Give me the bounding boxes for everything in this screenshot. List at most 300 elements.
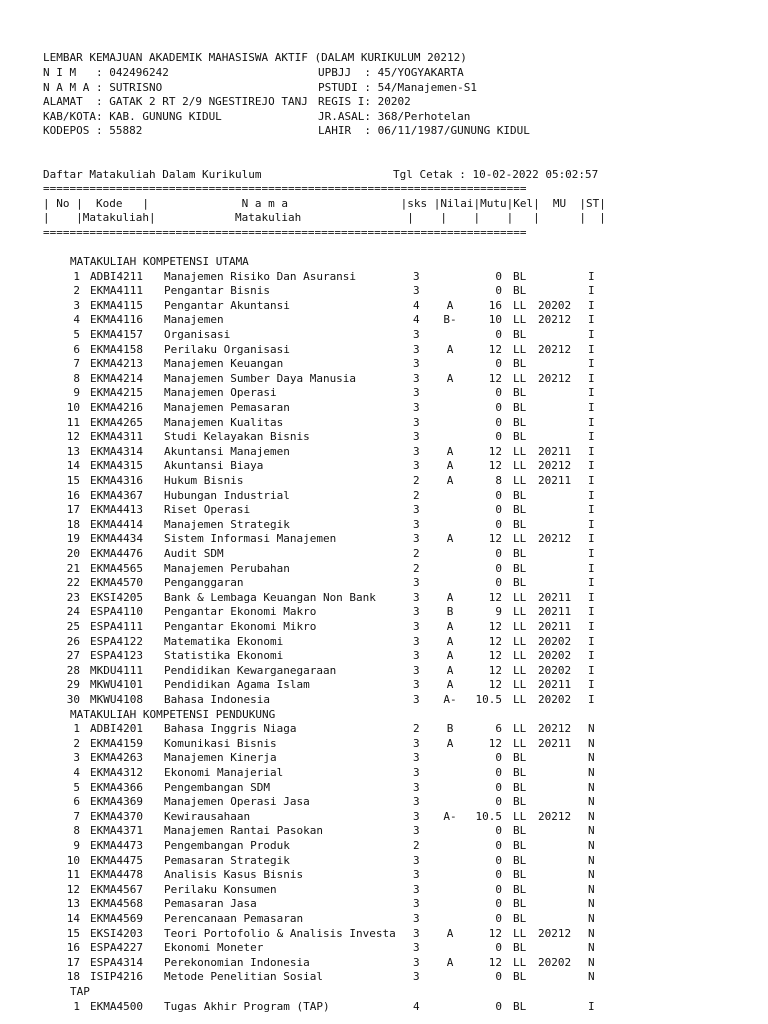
course-number: 3 — [73, 751, 80, 765]
course-name: Statistika Ekonomi — [164, 649, 284, 663]
course-quality: 0 — [495, 970, 502, 984]
course-quality: 0 — [495, 999, 502, 1013]
course-quality: 9 — [495, 605, 502, 619]
course-group: BL — [513, 488, 527, 502]
course-quality: 0 — [495, 547, 502, 560]
course-sks: 3 — [413, 663, 420, 677]
course-code: EKMA4567 — [90, 882, 143, 896]
course-status: I — [588, 590, 595, 604]
course-period: 20202 — [538, 298, 572, 312]
course-number: 13 — [66, 897, 80, 911]
course-quality: 0 — [495, 912, 502, 925]
course-number: 12 — [66, 430, 80, 444]
course-group: LL — [513, 722, 527, 736]
course-grade: A — [446, 926, 454, 940]
course-period: 20212 — [538, 313, 572, 327]
course-quality: 0 — [495, 795, 502, 809]
course-period: 20212 — [538, 532, 572, 546]
course-status: I — [588, 678, 595, 692]
course-grade: A — [446, 736, 454, 750]
course-group: LL — [513, 532, 527, 546]
section-title: TAP — [70, 985, 90, 998]
course-code: EKMA4311 — [90, 430, 143, 444]
course-name: Manajemen Risiko Dan Asuransi — [164, 269, 357, 283]
course-quality: 0 — [495, 415, 502, 429]
course-period: 20212 — [538, 371, 572, 385]
course-group: LL — [513, 459, 527, 473]
course-quality: 12 — [488, 459, 502, 473]
course-period: 20212 — [538, 722, 572, 736]
course-sks: 3 — [413, 634, 420, 648]
course-sks: 4 — [413, 999, 420, 1013]
course-sks: 2 — [413, 488, 420, 502]
print-date: Tgl Cetak : 10-02-2022 05:02:57 — [393, 168, 599, 181]
course-quality: 12 — [488, 371, 502, 385]
course-sks: 3 — [413, 868, 420, 882]
course-group: BL — [513, 561, 527, 575]
course-quality: 0 — [495, 751, 502, 765]
course-status: I — [588, 576, 595, 590]
course-period: 20211 — [538, 605, 572, 619]
course-group: BL — [513, 824, 527, 838]
course-quality: 0 — [495, 766, 502, 779]
course-name: Hubungan Industrial — [164, 488, 290, 502]
course-quality: 0 — [495, 576, 502, 590]
student-upbjj: UPBJJ : 45/YOGYAKARTA — [318, 66, 464, 79]
course-number: 5 — [73, 780, 80, 794]
course-status: N — [588, 839, 595, 852]
course-name: Manajemen Keuangan — [164, 357, 284, 371]
course-grade: A — [446, 532, 454, 546]
course-quality: 12 — [488, 926, 502, 940]
course-quality: 12 — [488, 532, 502, 546]
course-code: EKMA4473 — [90, 839, 143, 852]
course-grade: A — [446, 342, 454, 356]
course-sks: 3 — [413, 809, 420, 823]
course-code: EKMA4316 — [90, 474, 143, 487]
course-number: 1 — [73, 722, 80, 736]
course-group: LL — [513, 620, 527, 633]
course-quality: 0 — [495, 386, 502, 400]
course-group: BL — [513, 780, 527, 794]
table-header-line-1: | No | Kode | N a m a |sks |Nilai|Mutu|Kel| MU |ST| — [43, 197, 606, 210]
course-number: 1 — [73, 269, 80, 283]
course-quality: 12 — [488, 736, 502, 750]
course-quality: 12 — [488, 342, 502, 356]
course-status: N — [588, 970, 595, 984]
course-grade: A — [446, 371, 454, 385]
course-grade: A- — [443, 693, 457, 706]
course-name: Hukum Bisnis — [164, 474, 244, 487]
course-sks: 4 — [413, 313, 420, 327]
course-name: Komunikasi Bisnis — [164, 736, 277, 750]
course-quality: 0 — [495, 824, 502, 838]
course-quality: 0 — [495, 357, 502, 371]
course-sks: 3 — [413, 780, 420, 794]
course-group: LL — [513, 313, 527, 327]
student-origin: JR.ASAL: 368/Perhotelan — [318, 110, 471, 123]
course-name: Perencanaan Pemasaran — [164, 912, 304, 925]
course-quality: 8 — [495, 474, 502, 487]
course-name: Bahasa Indonesia — [164, 693, 270, 706]
course-quality: 0 — [495, 868, 502, 882]
course-code: EKMA4475 — [90, 853, 143, 867]
course-status: N — [588, 722, 595, 736]
course-sks: 3 — [413, 342, 420, 356]
course-name: Matematika Ekonomi — [164, 634, 284, 648]
course-code: EKMA4312 — [90, 766, 143, 779]
course-code: MKWU4101 — [90, 678, 143, 692]
course-group: LL — [513, 634, 527, 648]
course-status: I — [588, 342, 595, 356]
course-quality: 10.5 — [475, 693, 502, 706]
document-title: LEMBAR KEMAJUAN AKADEMIK MAHASISWA AKTIF (DALAM KURIKULUM 20212) — [43, 51, 467, 64]
course-number: 25 — [66, 620, 80, 633]
course-grade: B — [446, 605, 454, 619]
course-code: ESPA4122 — [90, 634, 143, 648]
course-code: EKMA4115 — [90, 298, 143, 312]
course-number: 7 — [73, 809, 80, 823]
course-name: Perilaku Organisasi — [164, 342, 290, 356]
course-group: BL — [513, 547, 527, 560]
course-group: BL — [513, 284, 527, 298]
course-number: 9 — [73, 386, 80, 400]
course-period: 20212 — [538, 926, 572, 940]
course-status: I — [588, 649, 595, 663]
course-code: EKMA4367 — [90, 488, 143, 502]
course-number: 21 — [66, 561, 80, 575]
course-sks: 3 — [413, 605, 420, 619]
course-grade: B- — [443, 313, 457, 327]
course-group: BL — [513, 328, 527, 341]
course-sks: 3 — [413, 284, 420, 298]
course-sks: 3 — [413, 649, 420, 663]
course-name: Pemasaran Jasa — [164, 897, 257, 911]
course-number: 16 — [66, 941, 80, 955]
course-quality: 0 — [495, 780, 502, 794]
course-code: EKMA4216 — [90, 401, 143, 414]
course-code: EKMA4159 — [90, 736, 143, 750]
course-sks: 3 — [413, 751, 420, 765]
course-group: LL — [513, 809, 527, 823]
course-quality: 0 — [495, 941, 502, 955]
course-status: I — [588, 401, 595, 414]
course-name: Audit SDM — [164, 547, 224, 560]
course-number: 29 — [66, 678, 80, 692]
course-group: LL — [513, 955, 527, 969]
course-sks: 3 — [413, 371, 420, 385]
course-group: LL — [513, 590, 527, 604]
course-sks: 3 — [413, 912, 420, 925]
course-name: Pengembangan Produk — [164, 839, 290, 852]
student-address: ALAMAT : GATAK 2 RT 2/9 NGESTIREJO TANJ — [43, 95, 308, 108]
course-name: Manajemen Pemasaran — [164, 401, 290, 414]
course-name: Manajemen Strategik — [164, 517, 290, 531]
course-code: EKMA4371 — [90, 824, 143, 838]
course-group: BL — [513, 357, 527, 371]
course-status: I — [588, 561, 595, 575]
course-status: N — [588, 824, 595, 838]
course-name: Pengantar Akuntansi — [164, 298, 290, 312]
course-number: 26 — [66, 634, 80, 648]
course-code: EKMA4434 — [90, 532, 143, 546]
course-group: BL — [513, 517, 527, 531]
list-title: Daftar Matakuliah Dalam Kurikulum — [43, 168, 262, 181]
course-number: 28 — [66, 663, 80, 677]
course-number: 23 — [66, 590, 80, 604]
course-code: EKMA4314 — [90, 444, 143, 458]
student-name: N A M A : SUTRISNO — [43, 81, 163, 94]
course-quality: 0 — [495, 882, 502, 896]
course-quality: 12 — [488, 663, 502, 677]
course-code: EKMA4476 — [90, 547, 143, 560]
course-grade: A — [446, 678, 454, 692]
course-number: 12 — [66, 882, 80, 896]
course-sks: 3 — [413, 444, 420, 458]
course-name: Manajemen Perubahan — [164, 561, 290, 575]
course-sks: 3 — [413, 459, 420, 473]
course-code: EKMA4366 — [90, 780, 143, 794]
course-code: EKMA4478 — [90, 868, 143, 882]
course-status: N — [588, 868, 595, 882]
course-name: Ekonomi Moneter — [164, 941, 264, 955]
course-name: Analisis Kasus Bisnis — [164, 868, 304, 882]
course-number: 11 — [66, 868, 80, 882]
course-status: I — [588, 474, 595, 487]
course-code: EKMA4413 — [90, 503, 143, 517]
course-group: BL — [513, 503, 527, 517]
course-status: I — [588, 357, 595, 371]
course-name: Studi Kelayakan Bisnis — [164, 430, 310, 444]
course-sks: 3 — [413, 678, 420, 692]
course-number: 7 — [73, 357, 80, 371]
course-sks: 3 — [413, 824, 420, 838]
course-name: Manajemen Operasi Jasa — [164, 795, 310, 809]
course-code: EKMA4157 — [90, 328, 143, 341]
course-status: N — [588, 926, 595, 940]
course-sks: 2 — [413, 547, 420, 560]
course-code: EKMA4565 — [90, 561, 143, 575]
course-grade: A — [446, 444, 454, 458]
course-group: BL — [513, 839, 527, 852]
course-group: BL — [513, 401, 527, 414]
course-status: I — [588, 269, 595, 283]
course-name: Kewirausahaan — [164, 809, 251, 823]
course-group: BL — [513, 882, 527, 896]
course-period: 20211 — [538, 474, 572, 487]
course-sks: 3 — [413, 517, 420, 531]
course-name: Pengembangan SDM — [164, 780, 270, 794]
course-number: 13 — [66, 444, 80, 458]
course-group: BL — [513, 897, 527, 911]
course-code: ADBI4211 — [90, 269, 143, 283]
course-group: BL — [513, 386, 527, 400]
table-rule-top: ========================================================================= — [43, 182, 527, 195]
course-number: 18 — [66, 970, 80, 984]
course-status: I — [588, 284, 595, 298]
course-code: EKMA4265 — [90, 415, 143, 429]
course-status: N — [588, 955, 595, 969]
course-code: EKMA4315 — [90, 459, 143, 473]
course-grade: A — [446, 590, 454, 604]
course-sks: 3 — [413, 620, 420, 633]
course-status: N — [588, 882, 595, 896]
course-quality: 0 — [495, 517, 502, 531]
student-birth: LAHIR : 06/11/1987/GUNUNG KIDUL — [318, 124, 530, 137]
course-status: I — [588, 547, 595, 560]
course-name: Ekonomi Manajerial — [164, 766, 284, 779]
course-number: 24 — [66, 605, 80, 619]
course-number: 15 — [66, 474, 80, 487]
course-code: EKMA4111 — [90, 284, 143, 298]
course-sks: 2 — [413, 722, 420, 736]
course-quality: 12 — [488, 678, 502, 692]
course-code: EKSI4203 — [90, 926, 143, 940]
course-number: 10 — [66, 853, 80, 867]
course-name: Sistem Informasi Manajemen — [164, 532, 337, 546]
course-grade: A — [446, 474, 454, 487]
course-name: Akuntansi Manajemen — [164, 444, 290, 458]
course-status: I — [588, 444, 595, 458]
course-period: 20212 — [538, 809, 572, 823]
course-status: N — [588, 736, 595, 750]
course-name: Manajemen Kinerja — [164, 751, 277, 765]
course-name: Perilaku Konsumen — [164, 882, 277, 896]
course-number: 22 — [66, 576, 80, 590]
course-group: BL — [513, 795, 527, 809]
course-status: I — [588, 459, 595, 473]
course-status: N — [588, 912, 595, 925]
course-name: Pengantar Ekonomi Mikro — [164, 620, 317, 633]
course-sks: 3 — [413, 853, 420, 867]
course-status: I — [588, 663, 595, 677]
course-status: I — [588, 386, 595, 400]
course-sks: 2 — [413, 561, 420, 575]
course-group: BL — [513, 430, 527, 444]
course-sks: 3 — [413, 430, 420, 444]
course-grade: A — [446, 459, 454, 473]
course-name: Manajemen Kualitas — [164, 415, 284, 429]
course-number: 15 — [66, 926, 80, 940]
course-quality: 12 — [488, 649, 502, 663]
course-status: I — [588, 328, 595, 341]
course-group: BL — [513, 941, 527, 955]
course-sks: 3 — [413, 736, 420, 750]
course-name: Riset Operasi — [164, 503, 251, 517]
course-code: EKMA4568 — [90, 897, 143, 911]
course-sks: 3 — [413, 882, 420, 896]
course-status: N — [588, 795, 595, 809]
course-name: Bahasa Inggris Niaga — [164, 722, 297, 736]
course-code: EKMA4569 — [90, 912, 143, 925]
course-number: 11 — [66, 415, 80, 429]
student-registration: REGIS I: 20202 — [318, 95, 411, 108]
course-name: Pemasaran Strategik — [164, 853, 290, 867]
course-number: 4 — [73, 313, 80, 327]
course-code: MKDU4111 — [90, 663, 143, 677]
course-group: LL — [513, 693, 527, 706]
course-number: 1 — [73, 999, 80, 1013]
course-code: ISIP4216 — [90, 970, 143, 984]
course-period: 20202 — [538, 955, 572, 969]
course-sks: 3 — [413, 503, 420, 517]
course-sks: 3 — [413, 970, 420, 984]
course-group: BL — [513, 868, 527, 882]
course-sks: 3 — [413, 269, 420, 283]
course-quality: 10 — [488, 313, 502, 327]
course-group: LL — [513, 649, 527, 663]
course-name: Manajemen — [164, 313, 224, 327]
course-group: BL — [513, 415, 527, 429]
course-quality: 0 — [495, 839, 502, 852]
section-title: MATAKULIAH KOMPETENSI PENDUKUNG — [70, 707, 276, 721]
course-period: 20211 — [538, 590, 572, 604]
course-grade: B — [446, 722, 454, 736]
course-status: I — [588, 430, 595, 444]
course-number: 10 — [66, 401, 80, 414]
course-sks: 3 — [413, 941, 420, 955]
course-number: 17 — [66, 955, 80, 969]
course-group: LL — [513, 298, 527, 312]
course-number: 3 — [73, 298, 80, 312]
course-quality: 12 — [488, 620, 502, 633]
course-number: 2 — [73, 284, 80, 298]
course-code: EKMA4158 — [90, 342, 143, 356]
course-number: 30 — [66, 693, 80, 706]
course-sks: 3 — [413, 766, 420, 779]
course-sks: 3 — [413, 415, 420, 429]
course-group: LL — [513, 736, 527, 750]
course-sks: 3 — [413, 926, 420, 940]
course-grade: A- — [443, 809, 457, 823]
course-code: EKMA4215 — [90, 386, 143, 400]
course-group: LL — [513, 342, 527, 356]
course-sks: 4 — [413, 298, 420, 312]
course-group: LL — [513, 474, 527, 487]
course-status: N — [588, 809, 595, 823]
course-quality: 12 — [488, 590, 502, 604]
course-name: Tugas Akhir Program (TAP) — [164, 999, 330, 1013]
course-sks: 3 — [413, 955, 420, 969]
course-code: EKMA4263 — [90, 751, 143, 765]
course-status: N — [588, 766, 595, 779]
course-group: BL — [513, 970, 527, 984]
course-name: Manajemen Operasi — [164, 386, 277, 400]
course-name: Metode Penelitian Sosial — [164, 970, 323, 984]
course-period: 20211 — [538, 444, 572, 458]
course-group: BL — [513, 576, 527, 590]
course-sks: 3 — [413, 401, 420, 414]
course-sks: 3 — [413, 590, 420, 604]
course-period: 20202 — [538, 693, 572, 706]
course-code: ESPA4227 — [90, 941, 143, 955]
course-quality: 0 — [495, 284, 502, 298]
course-status: I — [588, 532, 595, 546]
course-number: 16 — [66, 488, 80, 502]
course-code: MKWU4108 — [90, 693, 143, 706]
course-quality: 0 — [495, 269, 502, 283]
course-number: 6 — [73, 342, 80, 356]
course-period: 20202 — [538, 663, 572, 677]
course-quality: 0 — [495, 328, 502, 341]
student-program: PSTUDI : 54/Manajemen-S1 — [318, 81, 477, 94]
course-quality: 0 — [495, 897, 502, 911]
course-sks: 3 — [413, 328, 420, 341]
course-number: 9 — [73, 839, 80, 852]
course-code: ESPA4111 — [90, 620, 143, 633]
course-code: EKMA4370 — [90, 809, 143, 823]
course-status: N — [588, 853, 595, 867]
